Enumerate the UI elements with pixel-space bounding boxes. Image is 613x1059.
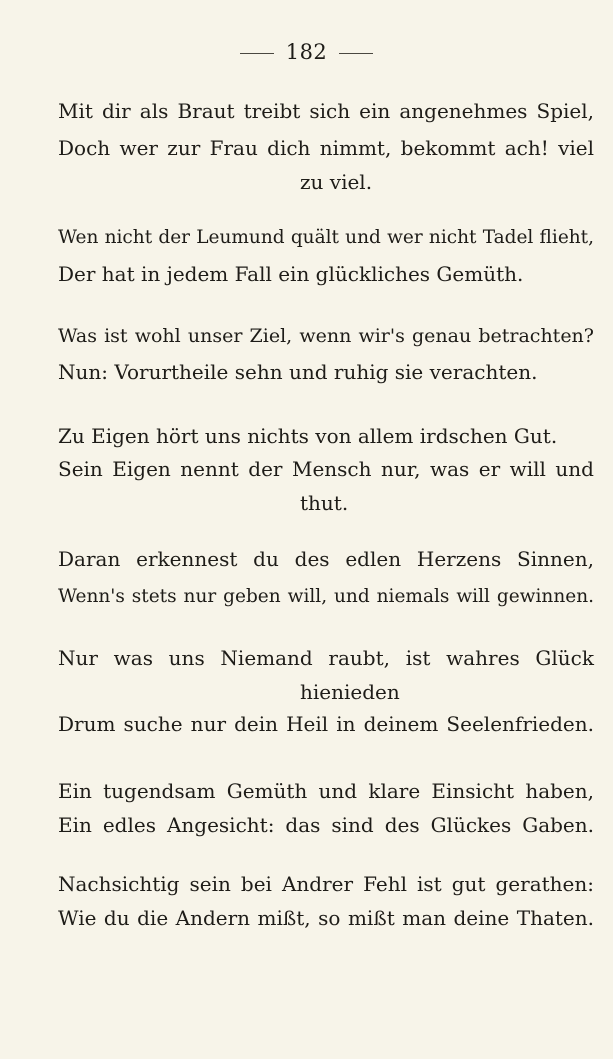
verse-8-line-2: Wie du die Andern mißt, so mißt man deine Thaten. xyxy=(58,906,594,930)
verse-7-line-2: Ein edles Angesicht: das sind des Glückes Gaben. xyxy=(58,813,594,837)
verse-3-line-2: Nun: Vorurtheile sehn und ruhig sie verachten. xyxy=(58,360,538,384)
verse-4-line-1: Zu Eigen hört uns nichts von allem irdschen Gut. xyxy=(58,424,558,448)
verse-6-line-3: Drum suche nur dein Heil in deinem Seelenfrieden. xyxy=(58,712,594,736)
page-number: 182 xyxy=(285,40,328,64)
verse-1-line-2: Doch wer zur Frau dich nimmt, bekommt ach! viel xyxy=(58,136,594,160)
verse-5-line-1: Daran erkennest du des edlen Herzens Sinnen, xyxy=(58,547,594,571)
verse-2-line-2: Der hat in jedem Fall ein glückliches Gemüth. xyxy=(58,262,524,286)
verse-1-line-3: zu viel. xyxy=(300,170,373,194)
verse-4-line-2: Sein Eigen nennt der Mensch nur, was er will und xyxy=(58,457,594,481)
verse-7-line-1: Ein tugendsam Gemüth und klare Einsicht haben, xyxy=(58,779,594,803)
verse-1-line-1: Mit dir als Braut treibt sich ein angenehmes Spiel, xyxy=(58,99,594,123)
verse-3-line-1: Was ist wohl unser Ziel, wenn wir's genau betrachten? xyxy=(58,325,594,347)
verse-2-line-1: Wen nicht der Leumund quält und wer nicht Tadel flieht, xyxy=(58,227,594,248)
verse-5-line-2: Wenn's stets nur geben will, und niemals will gewinnen. xyxy=(58,586,594,607)
verse-6-line-2: hienieden xyxy=(300,680,400,704)
verse-6-line-1: Nur was uns Niemand raubt, ist wahres Glück xyxy=(58,646,594,670)
verse-8-line-1: Nachsichtig sein bei Andrer Fehl ist gut gerathen: xyxy=(58,872,594,896)
verse-4-line-3: thut. xyxy=(300,491,349,515)
